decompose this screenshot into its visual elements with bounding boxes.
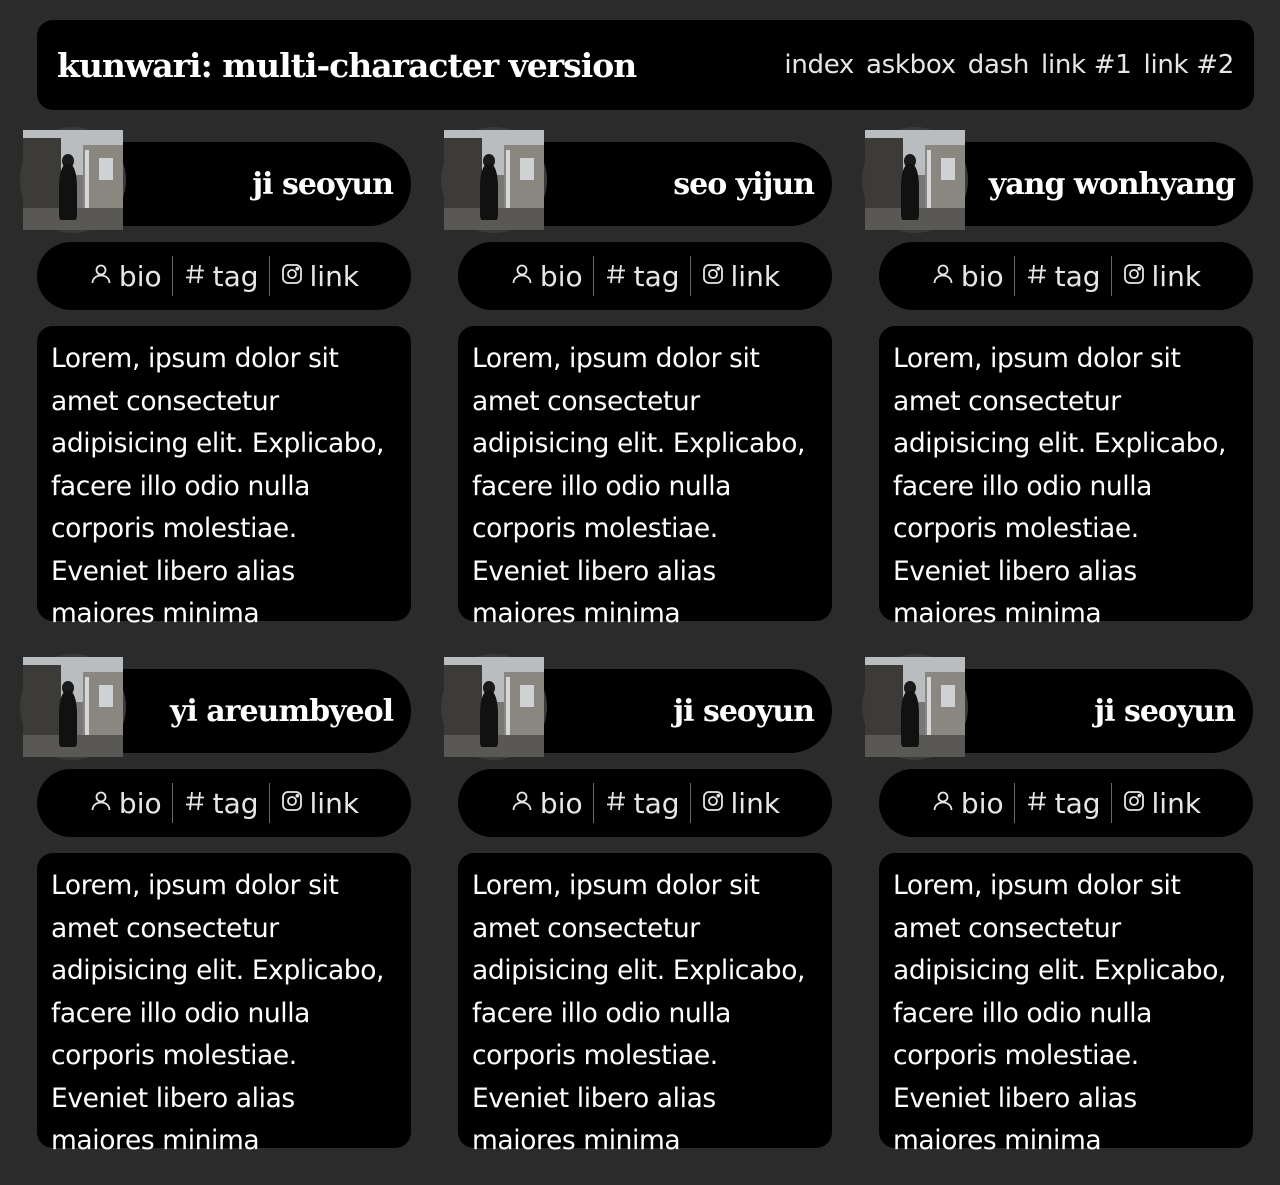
character-card: [879, 657, 1253, 1156]
tab-bio[interactable]: [500, 256, 593, 296]
instagram-icon: [1122, 787, 1146, 820]
hashtag-icon: [604, 260, 628, 293]
user-icon: [510, 260, 534, 293]
character-tabs: [458, 769, 832, 837]
character-name: ji seoyun: [252, 167, 393, 202]
bio-text: Lorem, ipsum dolor sit amet consectetur adipisicing elit. Explicabo, facere illo odio nulla corporis molestiae. Eveniet libero alias maiores minima: [893, 343, 1227, 629]
tab-bio-label: bio: [118, 786, 162, 820]
character-tabs: [37, 242, 411, 310]
tab-link-label: link: [730, 259, 781, 293]
avatar[interactable]: [865, 657, 965, 757]
bio-text: Lorem, ipsum dolor sit amet consectetur adipisicing elit. Explicabo, facere illo odio nulla corporis molestiae. Eveniet libero alias maiores minima: [472, 870, 806, 1156]
tab-tag-label: tag: [633, 259, 680, 293]
tab-bio[interactable]: [79, 783, 172, 823]
instagram-icon: [701, 260, 725, 293]
instagram-icon: [1122, 260, 1146, 293]
tab-bio[interactable]: [921, 783, 1014, 823]
character-tabs: [37, 769, 411, 837]
bio-box[interactable]: [37, 326, 411, 629]
user-icon: [931, 260, 955, 293]
tab-bio[interactable]: [500, 783, 593, 823]
bio-box[interactable]: [879, 853, 1253, 1156]
nav-link-1[interactable]: link #1: [1041, 50, 1132, 80]
tab-link[interactable]: [1112, 783, 1212, 823]
tab-link[interactable]: [691, 256, 791, 296]
instagram-icon: [280, 260, 304, 293]
hashtag-icon: [1025, 260, 1049, 293]
top-nav: [784, 20, 1234, 110]
tab-bio[interactable]: [921, 256, 1014, 296]
bio-text: Lorem, ipsum dolor sit amet consectetur adipisicing elit. Explicabo, facere illo odio nulla corporis molestiae. Eveniet libero alias maiores minima: [51, 870, 385, 1156]
character-tabs: [879, 242, 1253, 310]
hashtag-icon: [604, 787, 628, 820]
avatar[interactable]: [23, 657, 123, 757]
tab-tag-label: tag: [212, 786, 259, 820]
tab-link-label: link: [730, 786, 781, 820]
bio-text: Lorem, ipsum dolor sit amet consectetur adipisicing elit. Explicabo, facere illo odio nulla corporis molestiae. Eveniet libero alias maiores minima: [893, 870, 1227, 1156]
character-card: [37, 657, 411, 1156]
tab-link[interactable]: [1112, 256, 1212, 296]
character-name: yi areumbyeol: [169, 694, 393, 729]
character-card: [879, 130, 1253, 629]
character-name: ji seoyun: [1094, 694, 1235, 729]
bio-box[interactable]: [458, 326, 832, 629]
hashtag-icon: [183, 260, 207, 293]
tab-link[interactable]: [270, 783, 370, 823]
tab-tag-label: tag: [633, 786, 680, 820]
nav-askbox-link[interactable]: askbox: [866, 50, 956, 80]
character-card: [458, 130, 832, 629]
bio-text: Lorem, ipsum dolor sit amet consectetur adipisicing elit. Explicabo, facere illo odio nulla corporis molestiae. Eveniet libero alias maiores minima: [51, 343, 385, 629]
avatar[interactable]: [444, 657, 544, 757]
character-name: seo yijun: [673, 167, 814, 202]
avatar[interactable]: [23, 130, 123, 230]
tab-link[interactable]: [691, 783, 791, 823]
tab-bio-label: bio: [960, 259, 1004, 293]
user-icon: [510, 787, 534, 820]
tab-bio-label: bio: [539, 786, 583, 820]
tab-tag[interactable]: [594, 256, 690, 296]
tab-tag-label: tag: [1054, 786, 1101, 820]
tab-tag-label: tag: [1054, 259, 1101, 293]
nav-link-2[interactable]: link #2: [1143, 50, 1234, 80]
tab-bio[interactable]: [79, 256, 172, 296]
tab-bio-label: bio: [539, 259, 583, 293]
character-name: ji seoyun: [673, 694, 814, 729]
tab-link-label: link: [1151, 786, 1202, 820]
instagram-icon: [701, 787, 725, 820]
bio-box[interactable]: [37, 853, 411, 1156]
tab-tag[interactable]: [1015, 783, 1111, 823]
user-icon: [89, 787, 113, 820]
nav-index-link[interactable]: index: [784, 50, 855, 80]
tab-link[interactable]: [270, 256, 370, 296]
bio-box[interactable]: [458, 853, 832, 1156]
bio-box[interactable]: [879, 326, 1253, 629]
tab-tag[interactable]: [594, 783, 690, 823]
instagram-icon: [280, 787, 304, 820]
avatar[interactable]: [865, 130, 965, 230]
site-header: [37, 20, 1254, 110]
user-icon: [931, 787, 955, 820]
hashtag-icon: [183, 787, 207, 820]
tab-link-label: link: [309, 259, 360, 293]
character-card: [458, 657, 832, 1156]
tab-tag[interactable]: [1015, 256, 1111, 296]
tab-link-label: link: [1151, 259, 1202, 293]
character-tabs: [458, 242, 832, 310]
hashtag-icon: [1025, 787, 1049, 820]
nav-dash-link[interactable]: dash: [967, 50, 1030, 80]
tab-tag[interactable]: [173, 256, 269, 296]
bio-text: Lorem, ipsum dolor sit amet consectetur adipisicing elit. Explicabo, facere illo odio nulla corporis molestiae. Eveniet libero alias maiores minima: [472, 343, 806, 629]
character-card: [37, 130, 411, 629]
tab-bio-label: bio: [960, 786, 1004, 820]
avatar[interactable]: [444, 130, 544, 230]
character-tabs: [879, 769, 1253, 837]
site-title: kunwari: multi-character version: [57, 46, 637, 85]
user-icon: [89, 260, 113, 293]
tab-tag[interactable]: [173, 783, 269, 823]
tab-link-label: link: [309, 786, 360, 820]
tab-tag-label: tag: [212, 259, 259, 293]
character-name: yang wonhyang: [988, 167, 1235, 202]
tab-bio-label: bio: [118, 259, 162, 293]
